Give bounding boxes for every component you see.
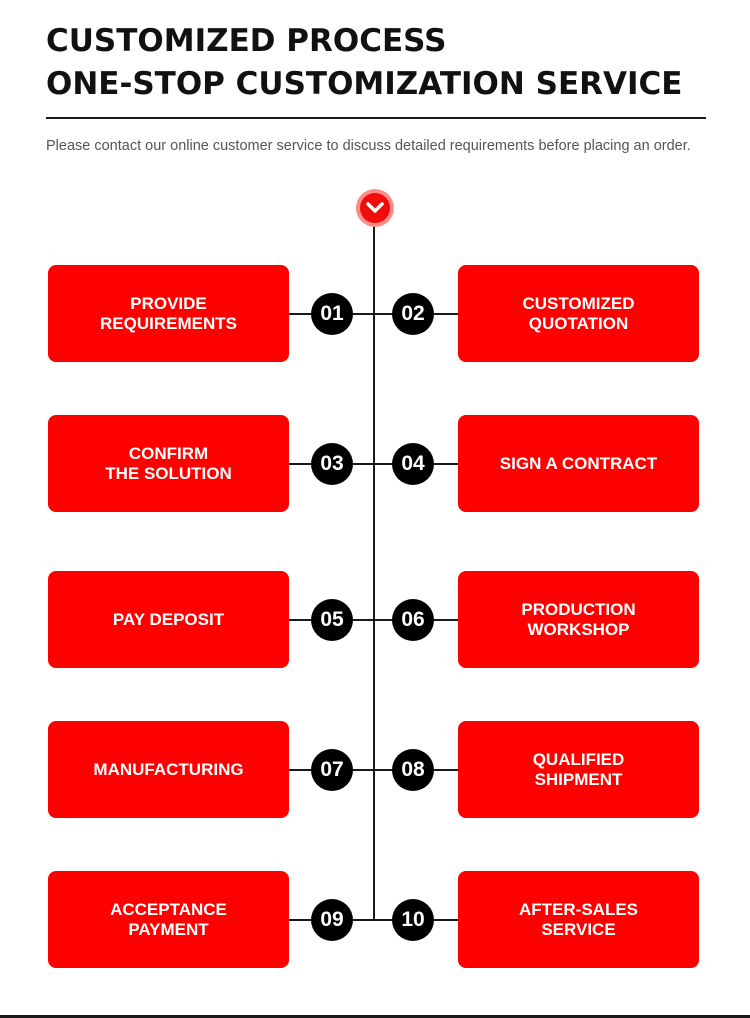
page-title-line-1: CUSTOMIZED PROCESS	[46, 23, 447, 59]
step-number-badge: 06	[392, 599, 434, 641]
step-card-08	[458, 721, 699, 818]
step-card-10	[458, 871, 699, 968]
step-number-badge: 01	[311, 293, 353, 335]
step-number-badge: 04	[392, 443, 434, 485]
step-number-badge: 10	[392, 899, 434, 941]
step-label: PRODUCTION WORKSHOP	[521, 599, 636, 639]
step-label: ACCEPTANCE PAYMENT	[110, 899, 227, 939]
step-number-badge: 09	[311, 899, 353, 941]
step-card-06	[458, 571, 699, 668]
step-card-05	[48, 571, 289, 668]
page-title-line-2: ONE-STOP CUSTOMIZATION SERVICE	[46, 66, 683, 102]
step-card-02	[458, 265, 699, 362]
step-card-07	[48, 721, 289, 818]
step-label: QUALIFIED SHIPMENT	[532, 749, 625, 789]
step-card-04	[458, 415, 699, 512]
step-number-badge: 07	[311, 749, 353, 791]
step-card-01	[48, 265, 289, 362]
step-label: SIGN A CONTRACT	[499, 453, 658, 473]
step-card-09	[48, 871, 289, 968]
step-label: PAY DEPOSIT	[112, 609, 225, 629]
step-number-badge: 05	[311, 599, 353, 641]
timeline-start-marker	[356, 189, 394, 227]
step-label: PROVIDE REQUIREMENTS	[100, 293, 237, 333]
page-subtitle: Please contact our online customer service to discuss detailed requirements before placing an order.	[46, 138, 691, 154]
step-label: CONFIRM THE SOLUTION	[105, 443, 232, 483]
chevron-down-icon	[363, 198, 387, 218]
step-number-badge: 03	[311, 443, 353, 485]
step-number-badge: 02	[392, 293, 434, 335]
step-label: CUSTOMIZED QUOTATION	[522, 293, 635, 333]
title-divider	[46, 117, 706, 119]
step-card-03	[48, 415, 289, 512]
step-label: AFTER-SALES SERVICE	[519, 899, 638, 939]
step-label: MANUFACTURING	[93, 759, 244, 779]
step-number-badge: 08	[392, 749, 434, 791]
timeline-vertical-line	[373, 216, 375, 921]
